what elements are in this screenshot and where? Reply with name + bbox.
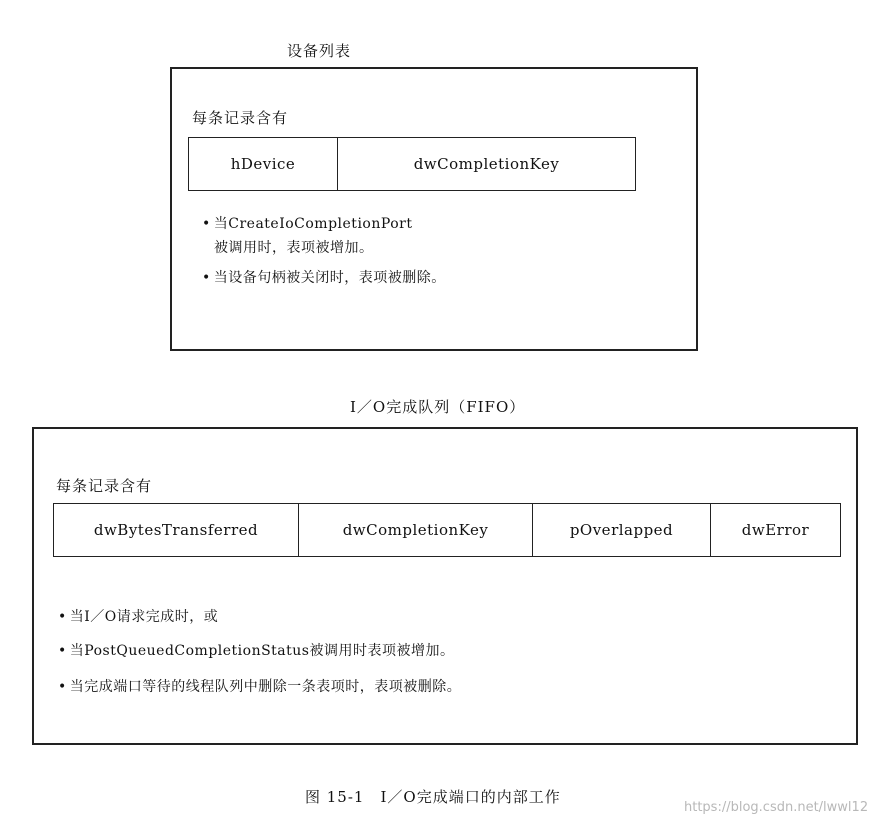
device-list-record-label: 每条记录含有	[192, 109, 289, 127]
field-dwbytestransferred: dwBytesTransferred	[54, 504, 299, 557]
figure-caption: 图 15-1 I／O完成端口的内部工作	[305, 788, 561, 806]
note-line: 当完成端口等待的线程队列中删除一条表项时，表项被删除。	[69, 679, 462, 695]
note-line: 当设备句柄被关闭时，表项被删除。	[213, 270, 446, 286]
field-dwcompletionkey: dwCompletionKey	[299, 504, 533, 557]
device-list-fields-table	[188, 137, 636, 191]
bullet-icon: •	[202, 270, 211, 286]
device-list-note-continued	[202, 236, 446, 260]
watermark-text: https://blog.csdn.net/lwwl12	[684, 800, 869, 815]
bullet-icon: •	[58, 679, 67, 695]
io-queue-note	[58, 605, 461, 629]
io-queue-note	[58, 639, 461, 663]
note-line: 被调用时，表项被增加。	[214, 240, 374, 256]
io-queue-box	[32, 427, 858, 745]
io-queue-notes	[58, 605, 461, 699]
note-line: 当CreateIoCompletionPort	[213, 216, 413, 232]
field-poverlapped: pOverlapped	[533, 504, 711, 557]
device-list-title: 设备列表	[287, 42, 352, 60]
device-list-box	[170, 67, 698, 351]
field-dwcompletionkey: dwCompletionKey	[338, 138, 636, 191]
io-queue-note	[58, 675, 461, 699]
field-hdevice: hDevice	[189, 138, 338, 191]
bullet-icon: •	[58, 609, 67, 625]
note-line: 当I／O请求完成时，或	[69, 609, 219, 625]
field-dwerror: dwError	[711, 504, 841, 557]
io-queue-title: I／O完成队列（FIFO）	[350, 398, 526, 416]
io-queue-record-label: 每条记录含有	[56, 477, 153, 495]
bullet-icon: •	[58, 643, 67, 659]
device-list-notes	[202, 212, 446, 290]
io-queue-fields-table	[53, 503, 841, 557]
device-list-note	[202, 266, 446, 290]
bullet-icon: •	[202, 216, 211, 232]
note-line: 当PostQueuedCompletionStatus被调用时表项被增加。	[69, 643, 455, 659]
device-list-note	[202, 212, 446, 236]
